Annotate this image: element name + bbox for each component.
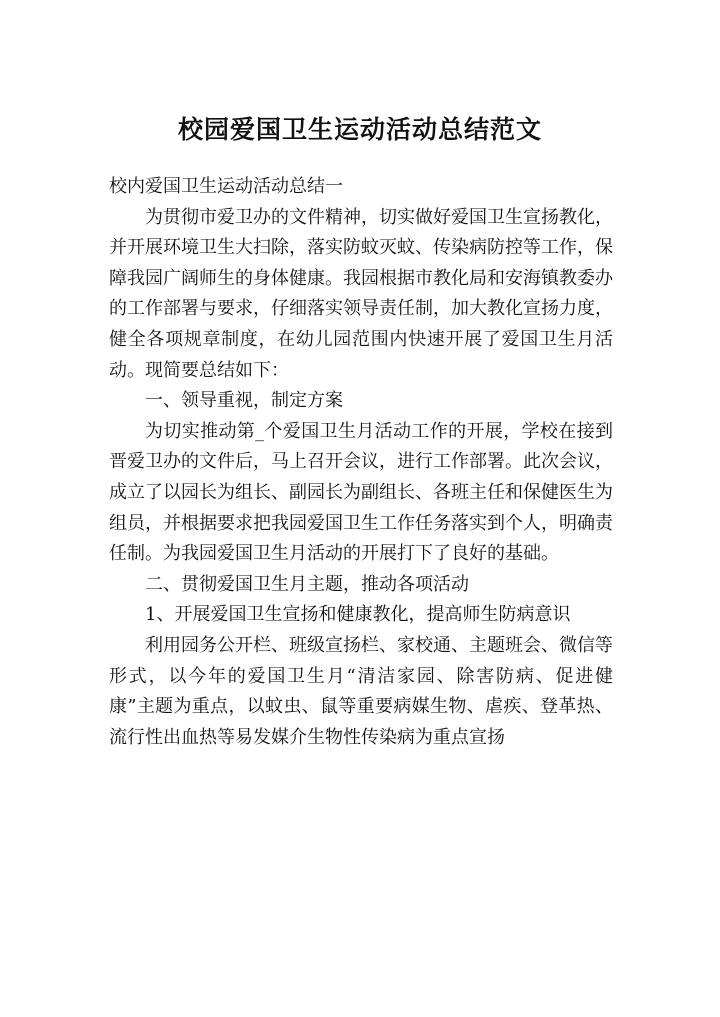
document-body: [109, 172, 613, 753]
section-2-heading: 二、贯彻爱国卫生月主题，推动各项活动: [145, 573, 469, 595]
subtitle-paragraph: 校内爱国卫生运动活动总结一: [109, 176, 343, 197]
section-2-1-heading: 1、开展爱国卫生宣扬和健康教化，提高师生防病意识: [145, 604, 571, 626]
section-1-paragraph: 为切实推动第_个爱国卫生月活动工作的开展，学校在接到晋爱卫办的文件后，马上召开会议，进行工作部署。此次会议，成立了以园长为组长、副园长为副组长、各班主任和保健医生为组员，并根据要求把我园爱国卫生工作任务落实到个人，明确责任制。为我园爱国卫生月活动的开展打下了良好的基础。: [109, 420, 613, 565]
document-title: 校园爱国卫生运动活动总结范文: [177, 115, 542, 144]
intro-paragraph: 为贯彻市爱卫办的文件精神，切实做好爱国卫生宣扬教化，并开展环境卫生大扫除，落实防蚊灭蚊、传染病防控等工作，保障我园广阔师生的身体健康。我园根据市教化局和安海镇教委办的工作部署与要求，仔细落实领导责任制，加大教化宣扬力度，健全各项规章制度，在幼儿园范围内快速开展了爱国卫生月活动。现简要总结如下：: [109, 206, 613, 381]
section-1-heading: 一、领导重视，制定方案: [145, 390, 343, 412]
section-2-1-paragraph: 利用园务公开栏、班级宣扬栏、家校通、主题班会、微信等形式，以今年的爱国卫生月“清洁家园、除害防病、促进健康”主题为重点，以蚊虫、鼠等重要病媒生物、虐疾、登革热、流行性出血热等易发媒介生物性传染病为重点宣扬: [109, 634, 613, 748]
